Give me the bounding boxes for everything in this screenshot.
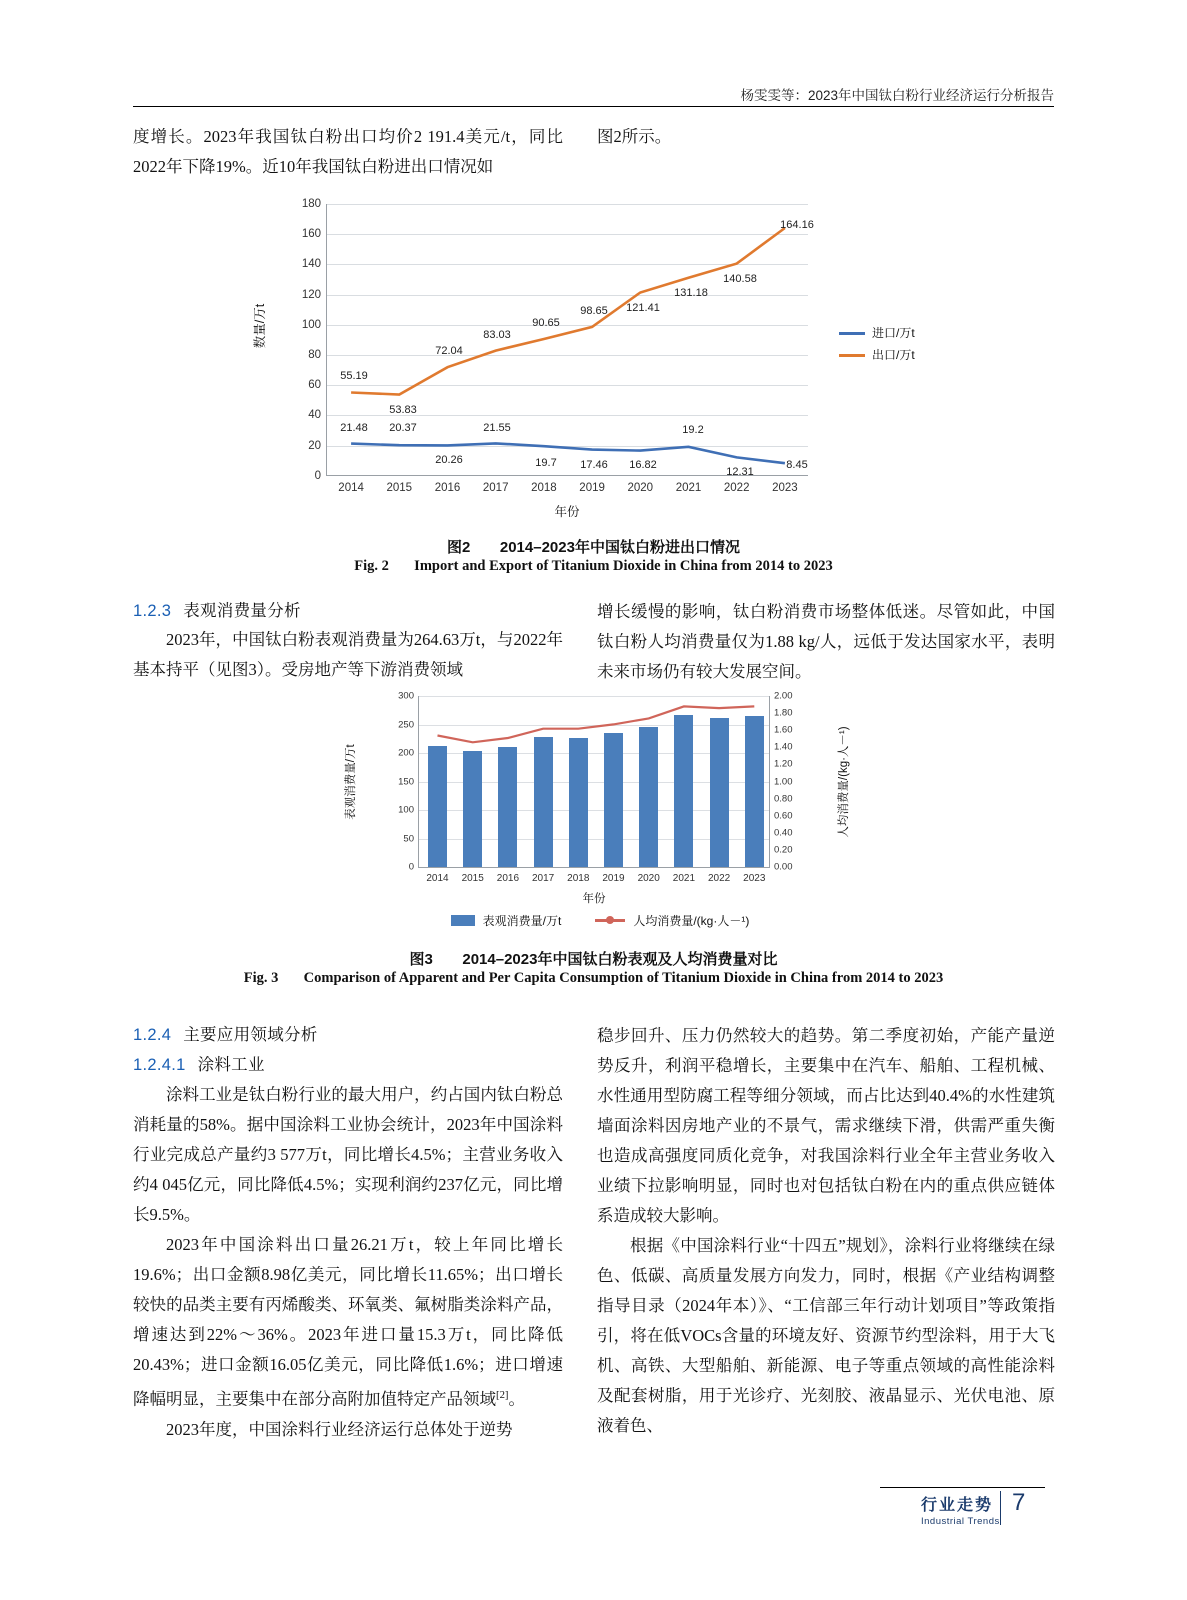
fig3-xtick: 2023 (743, 873, 766, 884)
fig3-y2tick: 1.80 (774, 707, 793, 719)
fig3-xtick: 2014 (426, 873, 449, 884)
fig2-ytick: 100 (301, 318, 321, 331)
fig3-en-text: Comparison of Apparent and Per Capita Consumption of Titanium Dioxide in China from 2014 to 2023 (303, 970, 944, 986)
fig2-label-export: 53.83 (389, 404, 417, 416)
fig2-cn-label: 图2 (447, 539, 471, 556)
paragraph-123-left: 2023年，中国钛白粉表观消费量为264.63万t，与2022年基本持平（见图3）。受房地产等下游消费领域 (133, 630, 563, 679)
fig3-y2tick: 0.00 (774, 861, 793, 873)
fig2-label-export: 83.03 (483, 329, 511, 341)
fig2-label-export: 140.58 (723, 273, 757, 285)
fig3-y2tick: 1.60 (774, 724, 793, 736)
fig2-ytick: 60 (308, 379, 321, 392)
fig2-legend-label: 出口/万t (872, 348, 915, 362)
fig2-xtick: 2019 (579, 482, 605, 494)
fig3-ytick: 0 (408, 861, 414, 873)
fig3-en-label: Fig. 3 (243, 970, 279, 986)
reference-marker: [2] (496, 1389, 509, 1401)
fig2-ytick: 160 (301, 228, 321, 241)
fig2-ytick: 20 (308, 439, 321, 452)
fig3-plot-area (398, 690, 793, 884)
running-head: 杨雯雯等：2023年中国钛白粉行业经济运行分析报告 (740, 88, 1054, 103)
paragraph-123-right: 增长缓慢的影响，钛白粉消费市场整体低迷。尽管如此，中国钛白粉人均消费量仅为1.88 kg/人，远低于发达国家水平，表明未来市场仍有较大发展空间。 (597, 602, 1055, 681)
footer-rule (880, 1487, 1045, 1488)
fig3-legend-item-apparent (451, 912, 562, 929)
fig3-cn-text: 2014–2023年中国钛白粉表观及人均消费量对比 (462, 951, 778, 968)
paragraph-top-right: 图2所示。 (597, 127, 672, 146)
paragraph-right-block: 稳步回升、压力仍然较大的趋势。第二季度初始，产能产量逆势反升，利润平稳增长，主要集中在汽车、船舶、工程机械、水性通用型防腐工程等细分领域，而占比达到40.4%的水性建筑墙面涂料因房地产业的不景气，需求继续下滑，供需严重失衡也造成高强度同质化竞争，对我国涂料行业全年主营业务收入业绩下拉影响明显，同时也对包括钛白粉在内的重点供应链体系造成较大影响。 根据《中国涂料行业“十四五”规划》，涂料行业将继续在绿色、低碳、高质量发展方向发力，同时，根据《产业结构调整指导目录（2024年本）》、“工信部三年行动计划项目”等政策指引，将在低VOCs含量的环境友好、资源节约型涂料，用于大飞机、高铁、大型船舶、新能源、电子等重点领域的高性能涂料及配套树脂，用于光诊疗、光刻胶、液晶显示、光伏电池、原液着色、 (597, 1026, 1055, 1435)
heading-1-2-4-1 (133, 1051, 265, 1075)
fig3-ytick: 300 (398, 690, 414, 702)
heading-1-2-4 (133, 1021, 318, 1045)
fig2-label-import: 20.26 (435, 454, 463, 466)
fig2-label-export: 98.65 (580, 305, 608, 317)
fig3-ytick: 250 (398, 719, 414, 730)
fig2-legend-item-export (839, 344, 915, 366)
fig3-cn-label: 图3 (409, 951, 433, 968)
fig2-label-export: 72.04 (435, 345, 463, 357)
fig2-label-import: 19.7 (535, 457, 557, 469)
fig2-x-axis-label: 年份 (554, 505, 580, 519)
fig2-ytick: 0 (314, 469, 321, 482)
paragraph-left-2: 2023年中国涂料出口量26.21万t，较上年同比增长19.6%；出口金额8.98亿美元，同比增长11.65%；出口增长较快的品类主要有丙烯酸类、环氧类、氟树脂类涂料产品，增速达到22%～36%。2023年进口量15.3万t，同比降低20.43%；进口金额16.05亿美元，同比降低1.6%；进口增速降幅明显，主要集中在部分高附加值特定产品领域[2]。 (133, 1235, 563, 1409)
fig2-label-export: 55.19 (340, 370, 368, 382)
fig3-series-line (419, 696, 771, 868)
figure-3-caption-cn (0, 948, 1187, 969)
fig2-label-import: 21.48 (340, 422, 368, 434)
fig2-xtick: 2020 (627, 482, 654, 494)
fig2-xtick: 2021 (675, 482, 702, 494)
fig3-ytick: 200 (398, 747, 414, 759)
fig3-y2tick: 1.40 (774, 741, 793, 753)
fig2-xtick: 2022 (723, 482, 750, 494)
fig3-y-axis-label: 表观消费量/万t (345, 744, 357, 820)
legend-bar-icon (451, 915, 475, 926)
heading-number: 1.2.4.1 (133, 1056, 186, 1074)
fig2-xtick: 2014 (338, 482, 364, 494)
figure-2-caption-en (0, 558, 1187, 575)
fig3-legend-label: 表观消费量/万t (482, 914, 562, 928)
fig2-xtick: 2015 (386, 482, 413, 494)
heading-number: 1.2.3 (133, 602, 172, 620)
heading-text: 涂料工业 (197, 1056, 265, 1074)
fig3-ytick: 50 (403, 833, 414, 844)
legend-line-icon (595, 919, 625, 922)
fig2-label-import: 8.45 (786, 459, 808, 471)
fig2-legend (839, 322, 915, 366)
fig3-y2tick: 0.20 (774, 844, 793, 856)
heading-1-2-3 (133, 597, 301, 621)
fig3-x-axis-label: 年份 (582, 893, 606, 905)
legend-line-icon (839, 354, 865, 357)
fig2-label-import: 17.46 (580, 459, 608, 471)
fig2-label-import: 19.2 (682, 424, 704, 436)
fig3-legend-item-percapita (595, 912, 749, 929)
fig2-xtick: 2018 (531, 482, 557, 494)
figure-2-caption-cn (0, 536, 1187, 557)
heading-number: 1.2.4 (133, 1026, 172, 1044)
fig2-xtick: 2016 (434, 482, 461, 494)
fig2-y-axis-label: 数量/万t (253, 303, 267, 349)
fig2-label-export: 121.41 (626, 302, 660, 314)
fig2-legend-label: 进口/万t (872, 326, 915, 340)
fig2-plot-area (301, 198, 814, 494)
figure-2-chart (243, 196, 943, 519)
fig3-y2tick: 2.00 (774, 690, 793, 702)
fig2-label-export: 164.16 (780, 219, 814, 231)
fig3-xtick: 2022 (707, 873, 731, 884)
fig3-y2tick: 1.20 (774, 758, 793, 770)
fig2-xtick: 2017 (482, 482, 509, 494)
fig3-y2tick: 1.00 (774, 776, 793, 787)
fig3-ytick: 150 (398, 776, 414, 787)
paragraph-left-block: 涂料工业是钛白粉行业的最大用户，约占国内钛白粉总消耗量的58%。据中国涂料工业协会统计，2023年中国涂料行业完成总产量约3 577万t，同比增长4.5%；主营业务收入约4 045亿元，同比降低4.5%；实现利润约237亿元，同比增长9.5%。 2023年中国涂料出口量26.21万t，较上年同比增长19.6%；出口金额8.98亿美元，同比增长11.65%；出口增长较快的品类主要有丙烯酸类、环氧类、氟树脂类涂料产品，增速达到22%～36%。2023年进口量15.3万t，同比降低20.43%；进口金额16.05亿美元，同比降低1.6%；进口增速降幅明显，主要集中在部分高附加值特定产品领域[2]。 2023年度，中国涂料行业经济运行总体处于逆势 (133, 1085, 563, 1439)
fig2-label-import: 20.37 (389, 422, 417, 434)
fig2-ytick: 80 (308, 349, 321, 361)
fig3-xtick: 2018 (567, 873, 590, 884)
footer-separator (1000, 1491, 1001, 1525)
legend-line-icon (839, 332, 865, 335)
fig3-xtick: 2020 (637, 873, 660, 884)
fig2-label-export: 90.65 (532, 317, 560, 329)
heading-text: 主要应用领域分析 (183, 1026, 318, 1044)
heading-text: 表观消费量分析 (183, 602, 301, 620)
fig3-xtick: 2021 (672, 873, 696, 884)
fig3-xtick: 2017 (531, 873, 555, 884)
fig2-xtick: 2023 (772, 482, 798, 494)
footer-brand (921, 1492, 1000, 1527)
fig2-label-import: 12.31 (726, 466, 754, 478)
header-rule (133, 106, 1054, 107)
fig3-xtick: 2019 (602, 873, 625, 884)
figure-3-caption-en (0, 970, 1187, 987)
fig2-legend-item-import (839, 322, 915, 344)
fig3-y2tick: 0.40 (774, 827, 793, 839)
fig3-y2tick: 0.80 (774, 793, 793, 805)
footer-brand-en: Industrial Trends (921, 1516, 1000, 1527)
fig3-y2tick: 0.60 (774, 810, 793, 822)
fig3-legend-label: 人均消费量/(kg·人－¹) (633, 914, 750, 928)
fig2-ytick: 180 (301, 198, 321, 210)
fig2-label-import: 21.55 (483, 422, 511, 434)
fig3-y2-axis-label: 人均消费量/(kg·人－¹) (838, 726, 850, 838)
fig2-ytick: 40 (308, 409, 321, 422)
fig3-ytick: 100 (398, 804, 414, 816)
fig2-series-lines (327, 204, 809, 476)
fig2-ytick: 120 (301, 288, 321, 301)
fig2-cn-text: 2014–2023年中国钛白粉进出口情况 (499, 539, 740, 556)
fig3-xtick: 2016 (496, 873, 520, 884)
footer-brand-cn: 行业走势 (921, 1497, 994, 1514)
figure-3-chart (330, 690, 870, 940)
fig2-ytick: 140 (301, 258, 321, 271)
fig2-en-text: Import and Export of Titanium Dioxide in China from 2014 to 2023 (414, 558, 833, 574)
page-number: 7 (1012, 1489, 1026, 1516)
fig2-label-export: 131.18 (674, 287, 708, 299)
fig2-label-import: 16.82 (629, 459, 657, 471)
fig2-en-label: Fig. 2 (354, 558, 389, 574)
fig3-legend (380, 912, 820, 929)
fig3-xtick: 2015 (461, 873, 484, 884)
paragraph-top-left: 度增长。2023年我国钛白粉出口均价2 191.4美元/t，同比2022年下降19%。近10年我国钛白粉进出口情况如 (133, 127, 563, 176)
